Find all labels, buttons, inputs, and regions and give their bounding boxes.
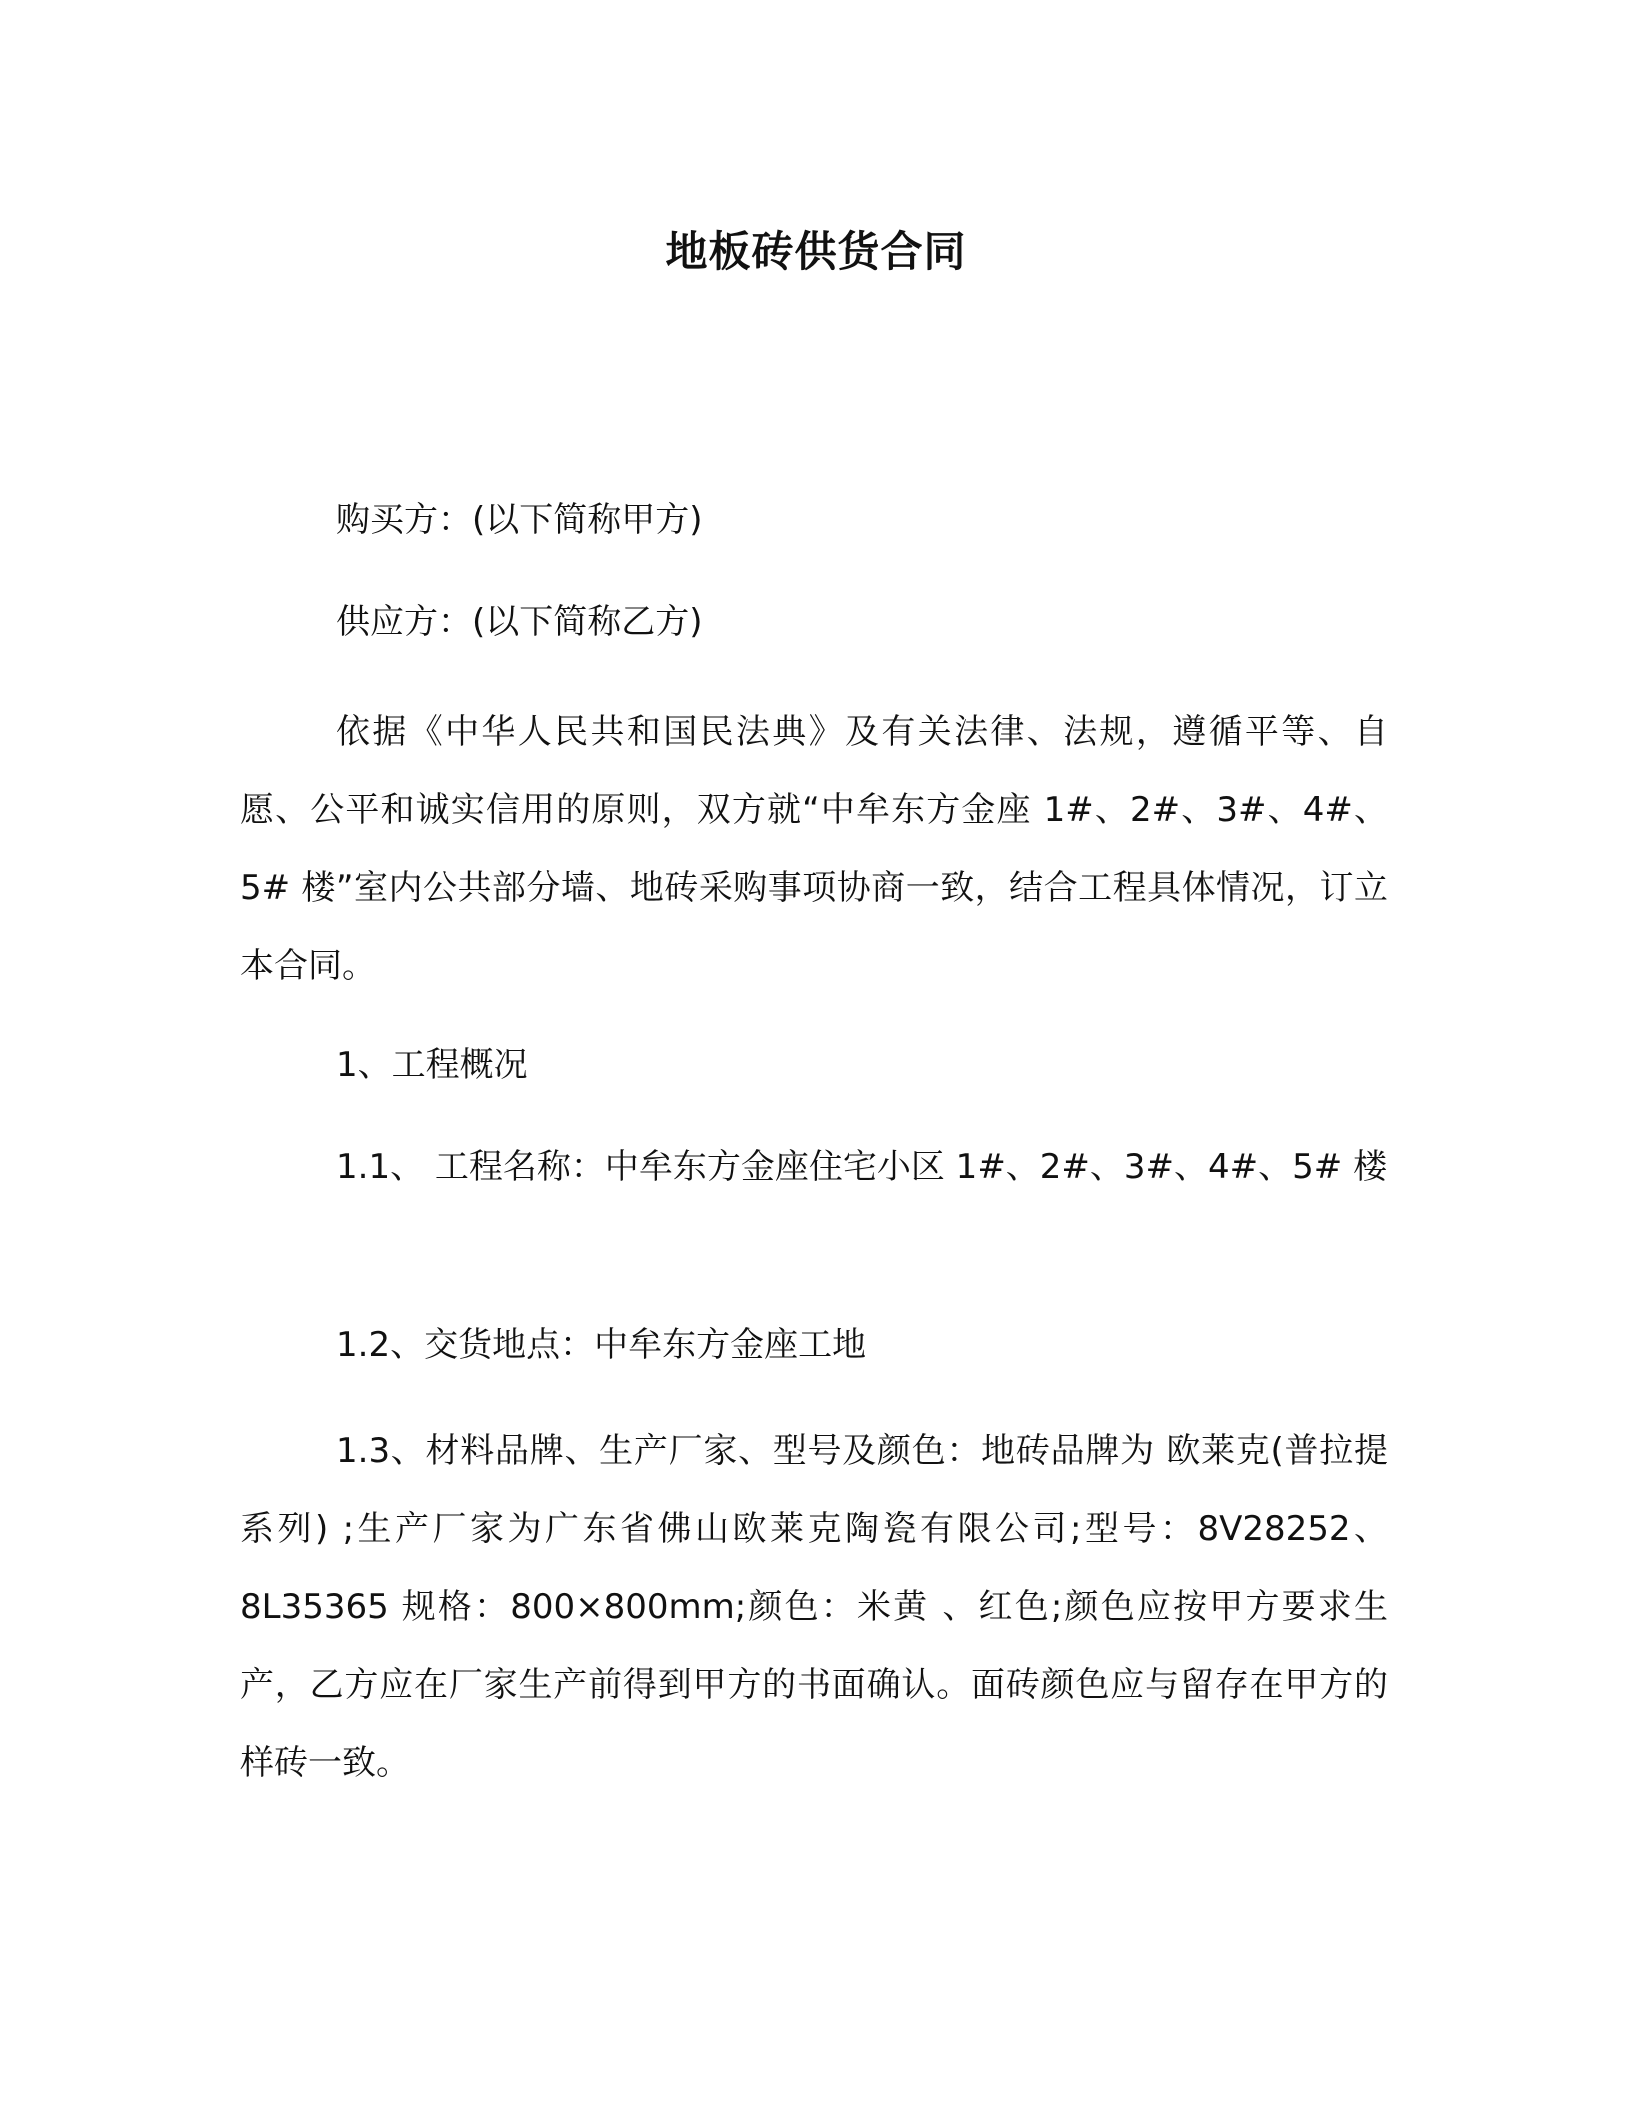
clause-1-1-project-name: 1.1、 工程名称：中牟东方金座住宅小区 1#、2#、3#、4#、5# 楼	[336, 1147, 1388, 1187]
buyer-line: 购买方：(以下简称甲方)	[336, 500, 703, 540]
supplier-line: 供应方：(以下简称乙方)	[336, 602, 703, 642]
clause-1-3-material-specs: 1.3、材料品牌、生产厂家、型号及颜色：地砖品牌为 欧莱克(普拉提系列) ;生产厂家为广东省佛山欧莱克陶瓷有限公司;型号：8V28252、8L35365 规格：800×800mm;颜色：米黄 、红色;颜色应按甲方要求生产，乙方应在厂家生产前得到甲方的书面确认。面砖颜色应与留存在甲方的样砖一致。	[240, 1431, 1388, 1783]
document-title: 地板砖供货合同	[665, 227, 967, 276]
clause-1-2-delivery-location: 1.2、交货地点：中牟东方金座工地	[336, 1325, 867, 1365]
section-heading-project-overview: 1、工程概况	[336, 1045, 528, 1085]
contract-basis-paragraph: 依据《中华人民共和国民法典》及有关法律、法规，遵循平等、自愿、公平和诚实信用的原则，双方就“中牟东方金座 1#、2#、3#、4#、5# 楼”室内公共部分墙、地砖采购事项协商一致，结合工程具体情况，订立本合同。	[240, 712, 1388, 986]
